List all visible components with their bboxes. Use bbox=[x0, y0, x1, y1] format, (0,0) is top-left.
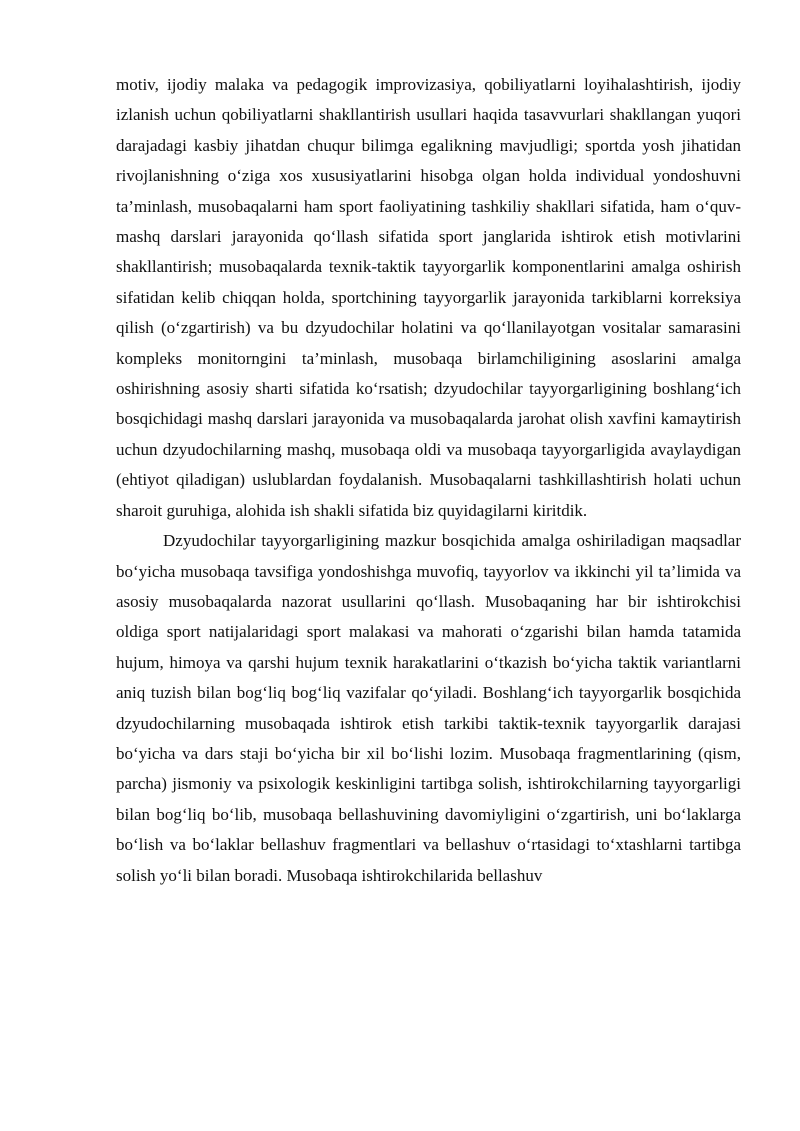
document-page bbox=[116, 70, 741, 891]
body-paragraph-indented: Dzyudochilar tayyorgarligining mazkur bosqichida amalga oshiriladigan maqsadlar bo‘yicha musobaqa tavsifiga yondoshishga muvofiq, tayyorlov va ikkinchi yil ta’limida va asosiy musobaqalarda nazorat usullarini qo‘llash. Musobaqaning har bir ishtirokchisi oldiga sport natijalaridagi sport malakasi va mahorati o‘zgarishi bilan hamda tatamida hujum, himoya va qarshi hujum texnik harakatlarini o‘tkazish bo‘yicha taktik variantlarni aniq tuzish bilan bog‘liq bog‘liq vazifalar qo‘yiladi. Boshlang‘ich tayyorgarlik bosqichida dzyudochilarning musobaqada ishtirok etish tarkibi taktik-texnik tayyorgarlik darajasi bo‘yicha va dars staji bo‘yicha bir xil bo‘lishi lozim. Musobaqa fragmentlarining (qism, parcha) jismoniy va psixologik keskinligini tartibga solish, ishtirokchilarning tayyorgarligi bilan bog‘liq bo‘lib, musobaqa bellashuvining davomiyligini o‘zgartirish, uni bo‘laklarga bo‘lish va bo‘laklar bellashuv fragmentlari va bellashuv o‘rtasidagi to‘xtashlarni tartibga solish yo‘li bilan boradi. Musobaqa ishtirokchilarida bellashuv bbox=[116, 531, 741, 885]
body-paragraph: motiv, ijodiy malaka va pedagogik improvizasiya, qobiliyatlarni loyihalashtirish, ijodiy izlanish uchun qobiliyatlarni shakllantirish usullari haqida tasavvurlari shakllangan yuqori darajadagi kasbiy jihatdan chuqur bilimga egalikning mavjudligi; sportda yosh jihatidan rivojlanishning o‘ziga xos xususiyatlarini hisobga olgan holda individual yondoshuvni ta’minlash, musobaqalarni ham sport faoliyatining tashkiliy shakllari sifatida, ham o‘quv-mashq darslari jarayonida qo‘llash sifatida sport janglarida ishtirok etish motivlarini shakllantirish; musobaqalarda texnik-taktik tayyorgarlik komponentlarini amalga oshirish sifatidan kelib chiqqan holda, sportchining tayyorgarlik jarayonida tarkiblarni korreksiya qilish (o‘zgartirish) va bu dzyudochilar holatini va qo‘llanilayotgan vositalar samarasini kompleks monitorngini ta’minlash, musobaqa birlamchiligining asoslarini amalga oshirishning asosiy sharti sifatida ko‘rsatish; dzyudochilar tayyorgarligining boshlang‘ich bosqichidagi mashq darslari jarayonida va musobaqalarda jarohat olish xavfini kamaytirish uchun dzyudochilarning mashq, musobaqa oldi va musobaqa tayyorgarligida avaylaydigan (ehtiyot qiladigan) uslublardan foydalanish. Musobaqalarni tashkillashtirish holati uchun sharoit guruhiga, alohida ish shakli sifatida biz quyidagilarni kiritdik. bbox=[116, 75, 741, 520]
